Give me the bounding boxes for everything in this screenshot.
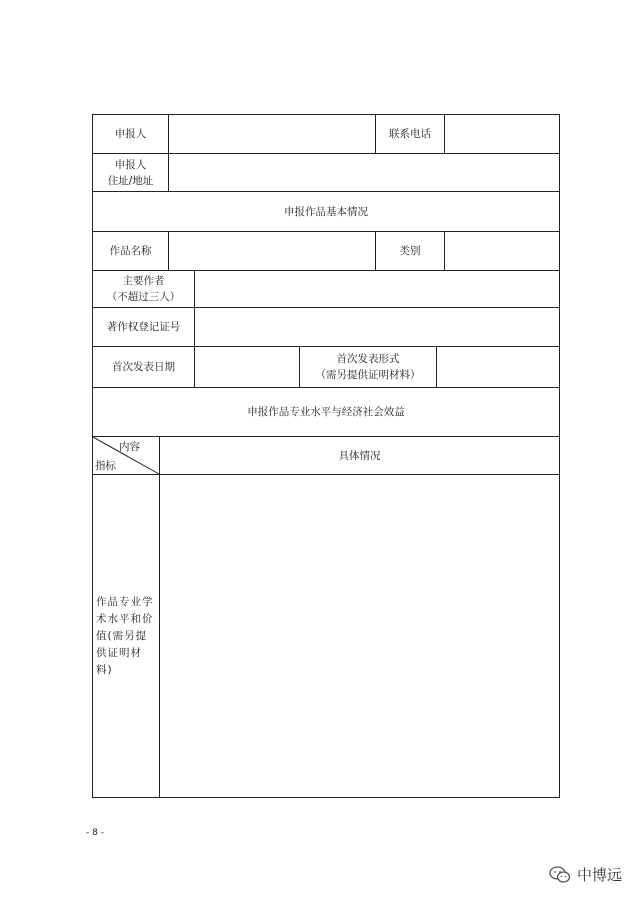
diag-indicator-label: 指标 (95, 460, 116, 472)
section-level-benefit: 申报作品专业水平与经济社会效益 (247, 406, 405, 418)
diag-content-label: 内容 (119, 441, 140, 453)
page-number: - 8 - (86, 828, 104, 838)
diagonal-header-cell (93, 437, 160, 475)
first-pub-date-field[interactable] (195, 347, 299, 387)
work-name-field[interactable] (169, 232, 375, 270)
wechat-icon (549, 866, 571, 884)
first-pub-date-label: 首次发表日期 (112, 361, 175, 373)
applicant-label: 申报人 (114, 128, 147, 140)
specifics-header: 具体情况 (338, 449, 381, 462)
category-field[interactable] (445, 232, 559, 270)
contact-phone-field[interactable] (445, 115, 559, 153)
watermark-text: 中博远 (576, 866, 622, 884)
academic-value-label: 作品专业学术水平和价值(需另提供证明材料) (96, 595, 154, 676)
address-field[interactable] (169, 154, 559, 191)
academic-value-field[interactable] (160, 475, 559, 797)
category-label: 类别 (399, 245, 421, 257)
first-pub-form-field[interactable] (437, 347, 559, 387)
watermark (549, 864, 622, 885)
copyright-no-field[interactable] (195, 308, 559, 346)
application-form-table (92, 114, 560, 798)
main-authors-label: 主要作者 （不超过三人） (106, 275, 181, 303)
contact-phone-label: 联系电话 (389, 128, 431, 140)
work-name-label: 作品名称 (109, 245, 152, 257)
first-pub-form-label: 首次发表形式 （需另提供证明材料） (315, 353, 421, 381)
main-authors-field[interactable] (195, 271, 559, 307)
copyright-no-label: 著作权登记证号 (106, 321, 181, 333)
address-label: 申报人 住址/地址 (107, 158, 154, 187)
section-basic-info: 申报作品基本情况 (284, 205, 368, 218)
applicant-field[interactable] (169, 115, 375, 153)
